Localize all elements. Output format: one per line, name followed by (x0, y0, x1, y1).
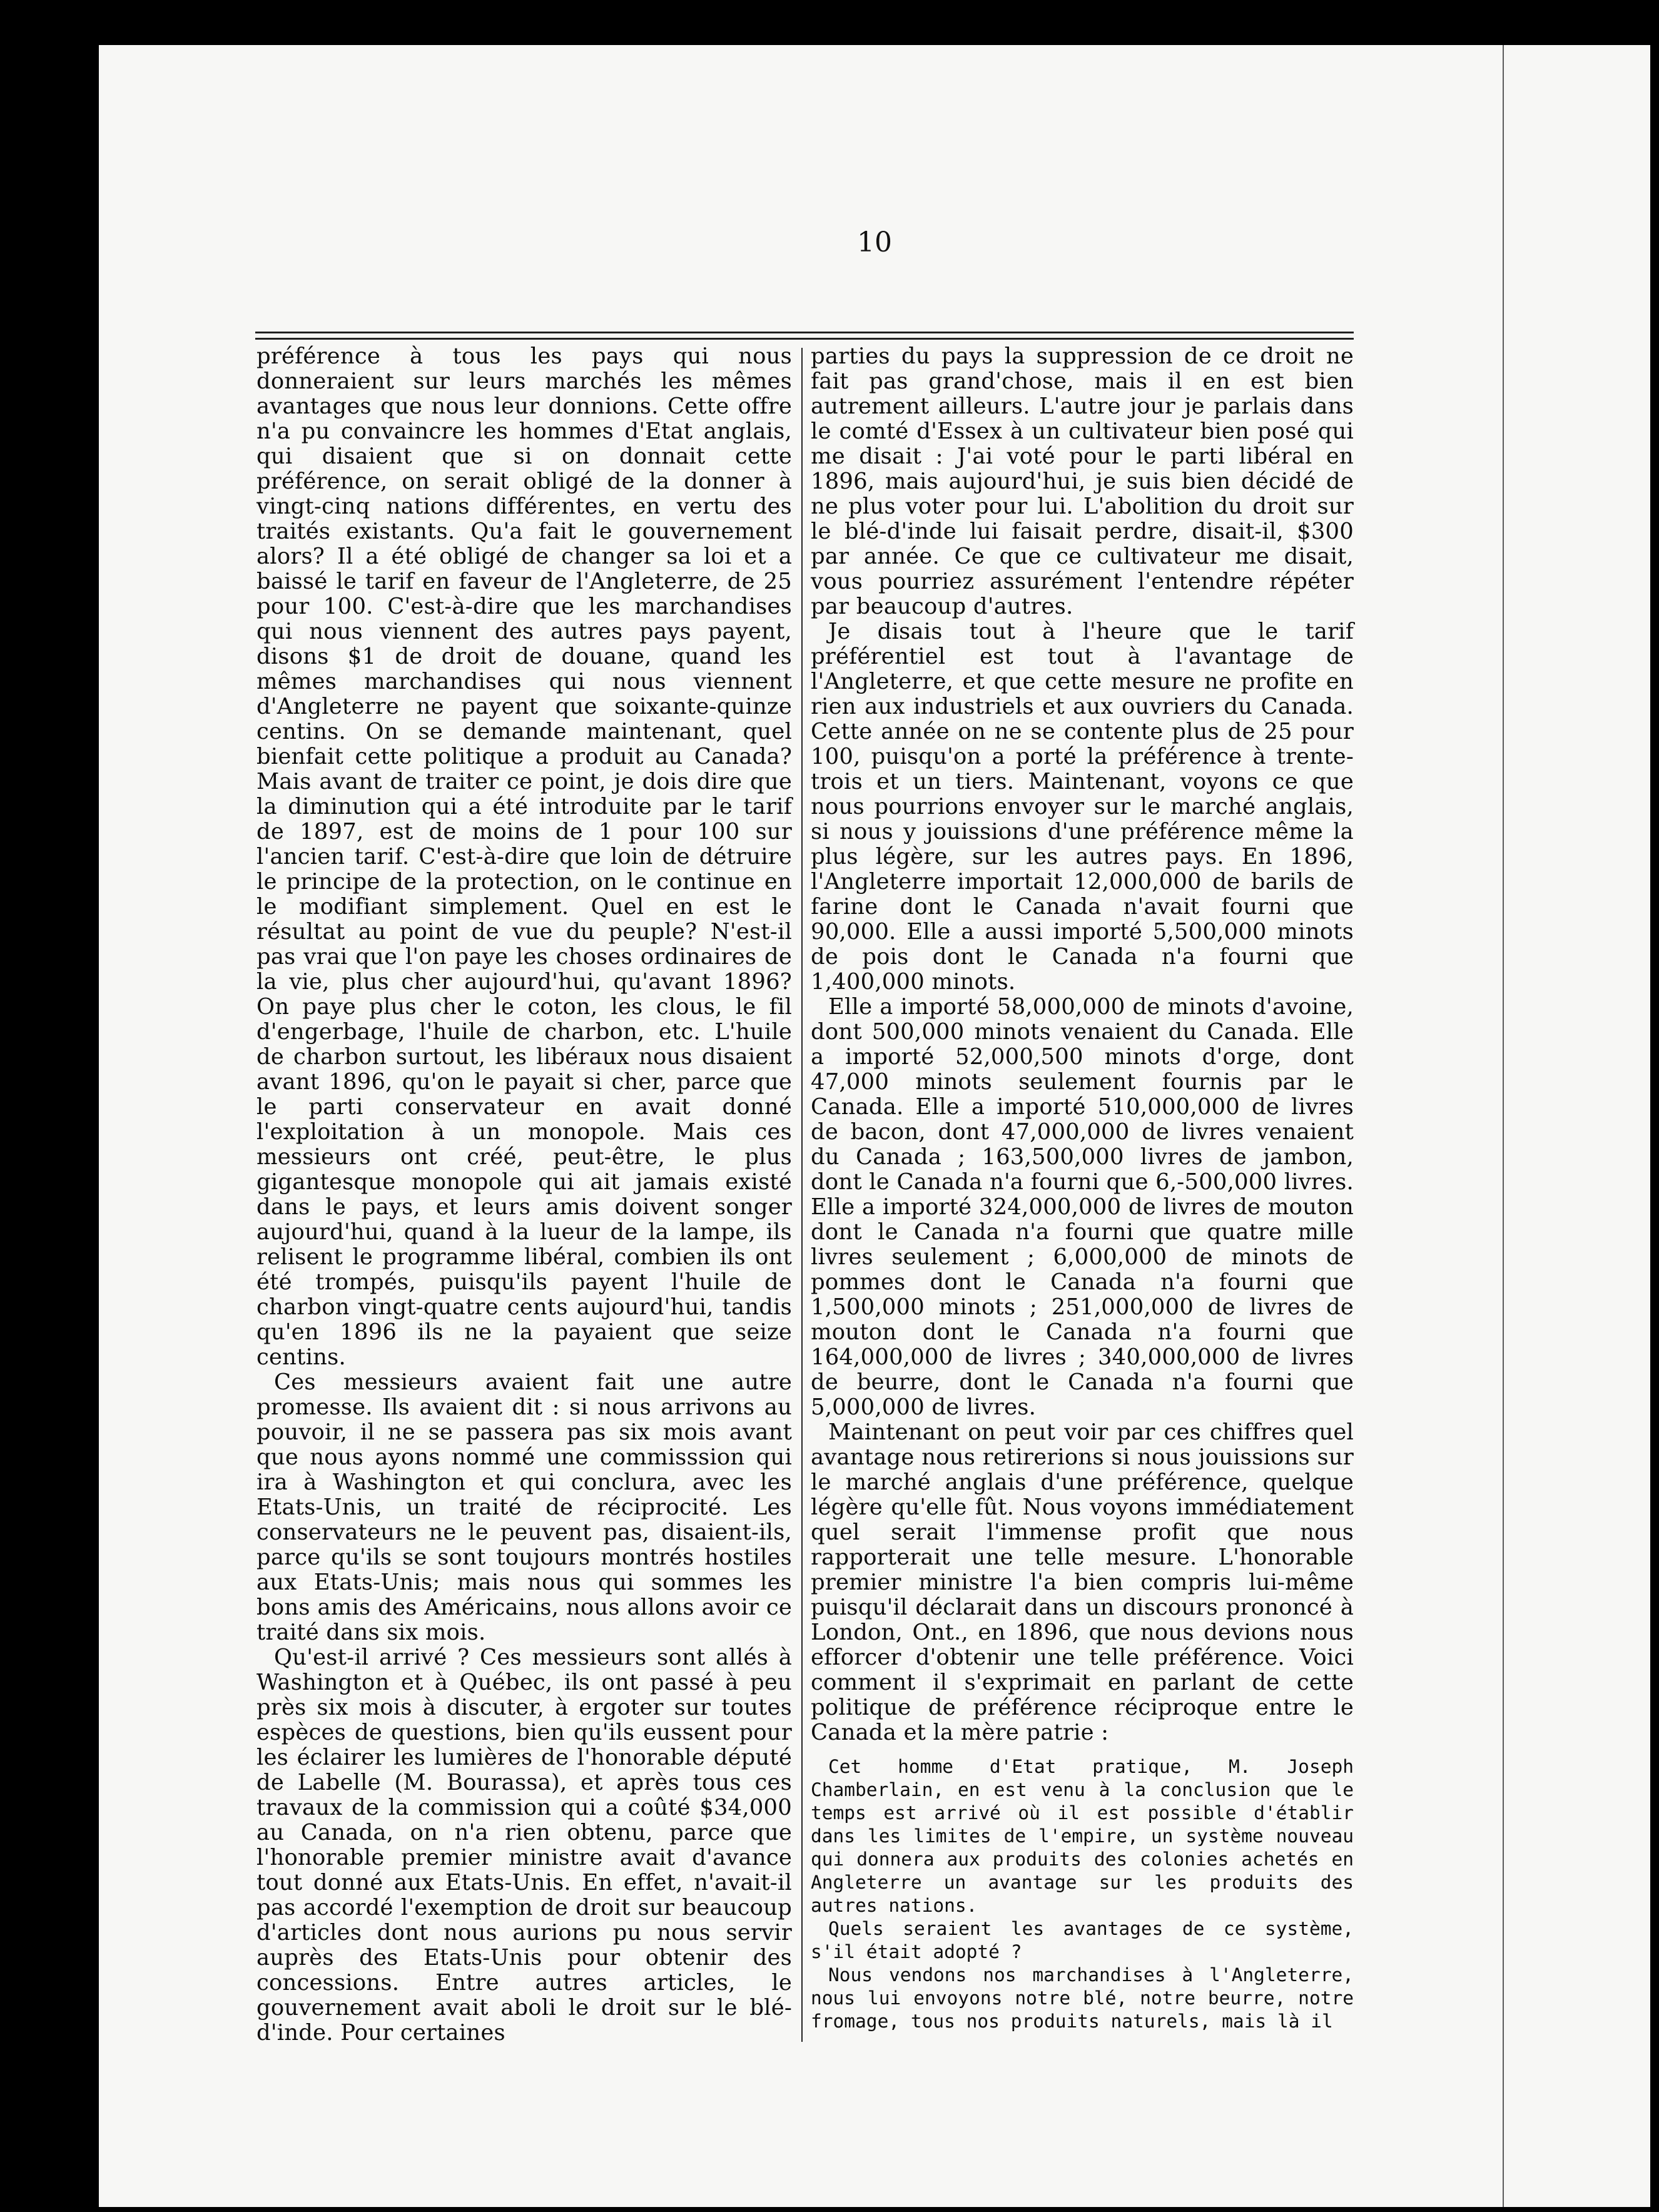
block-quote (811, 1755, 1354, 2033)
column-divider (801, 348, 803, 2042)
paragraph: parties du pays la suppression de ce droit ne fait pas grand'chose, mais il en est bien autrement ailleurs. L'autre jour je parlais dans le comté d'Essex à un cultivateur bien posé qui me disait : J'ai voté pour le parti libéral en 1896, mais aujourd'hui, je suis bien décidé de ne plus voter pour lui. L'abolition du droit sur le blé-d'inde lui faisait perdre, disait-il, $300 par année. Ce que ce cultivateur me disait, vous pourriez assurément l'entendre répéter par beaucoup d'autres. (811, 343, 1354, 619)
header-rule-bottom (255, 338, 1354, 340)
paragraph: Je disais tout à l'heure que le tarif préférentiel est tout à l'avantage de l'Angleterre, et que cette mesure ne profite en rien aux industriels et aux ouvriers du Canada. Cette année on ne se contente plus de 25 pour 100, puisqu'on a porté la préférence à trente-trois et un tiers. Maintenant, voyons ce que nous pourrions envoyer sur le marché anglais, si nous y jouissions d'une préférence même la plus légère, sur les autres pays. En 1896, l'Angleterre importait 12,000,000 de barils de farine dont le Canada n'avait fourni que 90,000. Elle a aussi importé 5,500,000 minots de pois dont le Canada n'a fourni que 1,400,000 minots. (811, 619, 1354, 995)
paragraph: préférence à tous les pays qui nous donneraient sur leurs marchés les mêmes avantages que nous leur donnions. Cette offre n'a pu convaincre les hommes d'Etat anglais, qui disaient que si on donnait cette préférence, on serait obligé de la donner à vingt-cinq nations différentes, en vertu des traités existants. Qu'a fait le gouvernement alors? Il a été obligé de changer sa loi et a baissé le tarif en faveur de l'Angleterre, de 25 pour 100. C'est-à-dire que les marchandises qui nous viennent des autres pays payent, disons $1 de droit de douane, quand les mêmes marchandises qui nous viennent d'Angleterre ne payent que soixante-quinze centins. On se demande maintenant, quel bienfait cette politique a produit au Canada? Mais avant de traiter ce point, je dois dire que la diminution qui a été introduite par le tarif de 1897, est de moins de 1 pour 100 sur l'ancien tarif. C'est-à-dire que loin de détruire le principe de la protection, on le continue en le modifiant simplement. Quel en est le résultat au point de vue du peuple? N'est-il pas vrai que l'on paye les choses ordinaires de la vie, plus cher aujourd'hui, qu'avant 1896? On paye plus cher le coton, les clous, le fil d'engerbage, l'huile de charbon, etc. L'huile de charbon surtout, les libéraux nous disaient avant 1896, qu'on le payait si cher, parce que le parti conservateur en avait donné l'exploitation à un monopole. Mais ces messieurs ont créé, peut-être, le plus gigantesque monopole qui ait jamais existé dans le pays, et leurs amis doivent songer aujourd'hui, quand à la lueur de la lampe, ils relisent le programme libéral, combien ils ont été trompés, puisqu'ils payent l'huile de charbon vingt-quatre cents aujourd'hui, tandis qu'en 1896 ils ne la payaient que seize centins. (256, 343, 792, 1370)
page-number: 10 (857, 226, 892, 258)
paragraph: Maintenant on peut voir par ces chiffres quel avantage nous retirerions si nous jouissions sur le marché anglais d'une préférence, quelque légère qu'elle fût. Nous voyons immédiatement quel serait l'immense profit que nous rapporterait une telle mesure. L'honorable premier ministre l'a bien compris lui-même puisqu'il déclarait dans un discours prononcé à London, Ont., en 1896, que nous devions nous efforcer d'obtenir une telle préférence. Voici comment il s'exprimait en parlant de cette politique de préférence réciproque entre le Canada et la mère patrie : (811, 1419, 1354, 1745)
paragraph: Qu'est-il arrivé ? Ces messieurs sont allés à Washington et à Québec, ils ont passé à peu près six mois à discuter, à ergoter sur toutes espèces de questions, bien qu'ils eussent pour les éclairer les lumières de l'honorable député de Labelle (M. Bourassa), et après tous ces travaux de la commission qui a coûté $34,000 au Canada, on n'a rien obtenu, parce que l'honorable premier ministre avait d'avance tout donné aux Etats-Unis. En effet, n'avait-il pas accordé l'exemption de droit sur beaucoup d'articles dont nous aurions pu nous servir auprès des Etats-Unis pour obtenir des concessions. Entre autres articles, le gouvernement avait aboli le droit sur le blé-d'inde. Pour certaines (256, 1645, 792, 2046)
right-column (811, 344, 1354, 2033)
document-page (99, 45, 1650, 2207)
paragraph: Ces messieurs avaient fait une autre promesse. Ils avaient dit : si nous arrivons au pouvoir, il ne se passera pas six mois avant que nous ayons nommé une commisssion qui ira à Washington et qui conclura, avec les Etats-Unis, un traité de réciprocité. Les conservateurs ne le peuvent pas, disaient-ils, parce qu'ils se sont toujours montrés hostiles aux Etats-Unis; mais nous qui sommes les bons amis des Américains, nous allons avoir ce traité dans six mois. (256, 1369, 792, 1645)
quote-paragraph: Nous vendons nos marchandises à l'Angleterre, nous lui envoyons notre blé, notre beurre, notre fromage, tous nos produits naturels, mais là il (811, 1964, 1354, 2032)
quote-paragraph: Quels seraient les avantages de ce système, s'il était adopté ? (811, 1918, 1354, 1962)
left-column (256, 344, 792, 2046)
page-edge-line (1503, 45, 1504, 2207)
header-rule-top (255, 332, 1354, 333)
paragraph: Elle a importé 58,000,000 de minots d'avoine, dont 500,000 minots venaient du Canada. Elle a importé 52,000,500 minots d'orge, dont 47,000 minots seulement fournis par le Canada. Elle a importé 510,000,000 de livres de bacon, dont 47,000,000 de livres venaient du Canada ; 163,500,000 livres de jambon, dont le Canada n'a fourni que 6,-500,000 livres. Elle a importé 324,000,000 de livres de mouton dont le Canada n'a fourni que quatre mille livres seulement ; 6,000,000 de minots de pommes dont le Canada n'a fourni que 1,500,000 minots ; 251,000,000 de livres de mouton dont le Canada n'a fourni que 164,000,000 de livres ; 340,000,000 de livres de beurre, dont le Canada n'a fourni que 5,000,000 de livres. (811, 994, 1354, 1420)
quote-paragraph: Cet homme d'Etat pratique, M. Joseph Chamberlain, en est venu à la conclusion que le temps est arrivé où il est possible d'établir dans les limites de l'empire, un système nouveau qui donnera aux produits des colonies achetés en Angleterre un avantage sur les produits des autres nations. (811, 1756, 1354, 1916)
